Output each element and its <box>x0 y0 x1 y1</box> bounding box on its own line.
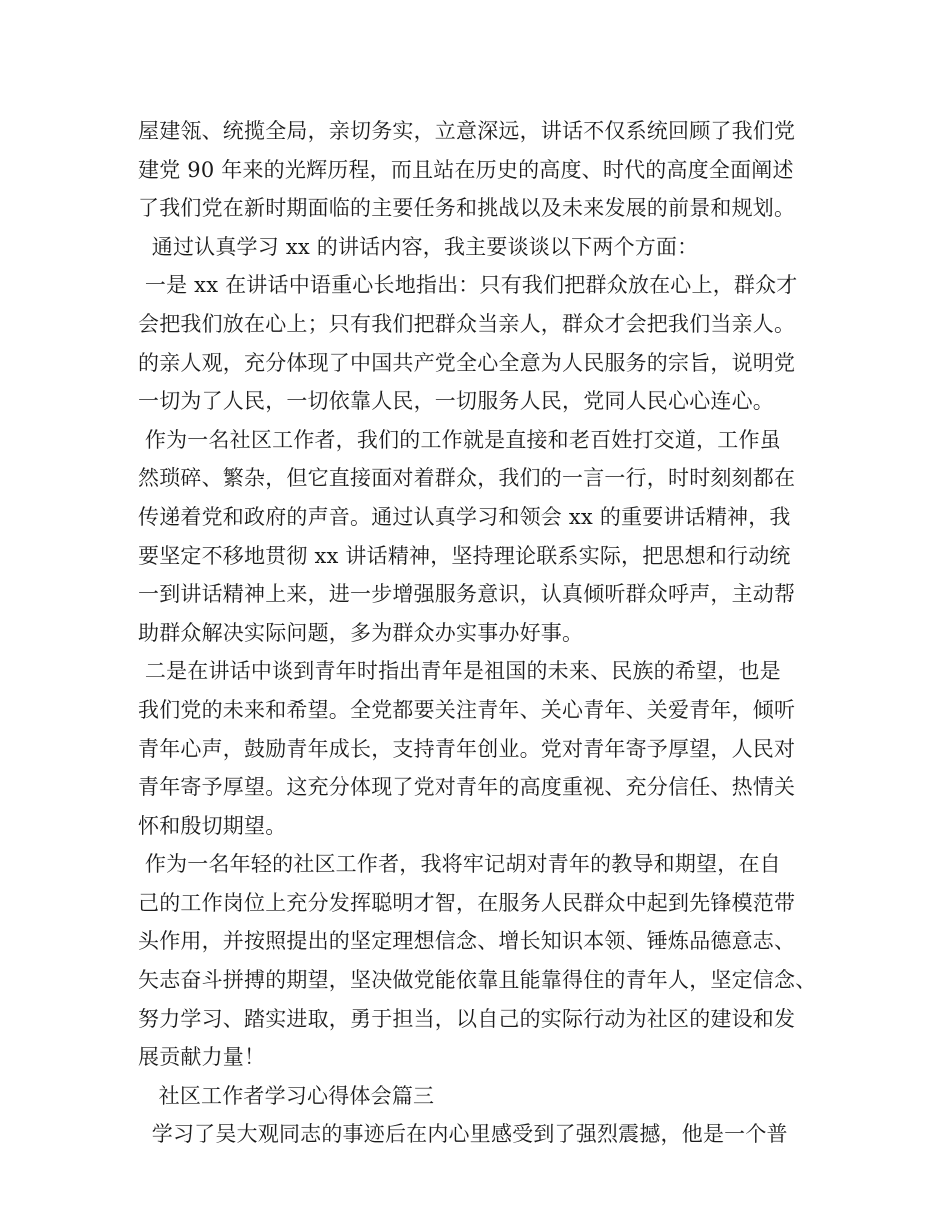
text-line: 建党 90 年来的光辉历程，而且站在历史的高度、时代的高度全面阐述 <box>138 157 794 182</box>
text-line: 通过认真学习 xx 的讲话内容，我主要谈谈以下两个方面： <box>138 234 699 259</box>
text-line: 一到讲话精神上来，进一步增强服务意识，认真倾听群众呼声，主动帮 <box>138 582 796 607</box>
text-line: 头作用，并按照提出的坚定理想信念、增长知识本领、锤炼品德意志、 <box>138 929 796 954</box>
text-line: 了我们党在新时期面临的主要任务和挑战以及未来发展的前景和规划。 <box>138 196 796 221</box>
section-heading: 社区工作者学习心得体会篇三 <box>138 1083 435 1108</box>
text-line: 青年寄予厚望。这充分体现了党对青年的高度重视、充分信任、热情关 <box>138 775 796 800</box>
text-line: 矢志奋斗拼搏的期望，坚决做党能依靠且能靠得住的青年人，坚定信念、 <box>138 968 817 993</box>
text-line: 的亲人观，充分体现了中国共产党全心全意为人民服务的宗旨，说明党 <box>138 350 796 375</box>
text-line: 作为一名社区工作者，我们的工作就是直接和老百姓打交道，工作虽 <box>138 427 781 452</box>
text-line: 会把我们放在心上；只有我们把群众当亲人，群众才会把我们当亲人。 <box>138 311 796 336</box>
text-line: 一是 xx 在讲话中语重心长地指出：只有我们把群众放在心上，群众才 <box>138 273 798 298</box>
text-line: 努力学习、踏实进取，勇于担当，以自己的实际行动为社区的建设和发 <box>138 1006 796 1031</box>
text-line: 展贡献力量！ <box>138 1045 266 1070</box>
text-line: 一切为了人民，一切依靠人民，一切服务人民，党同人民心心连心。 <box>138 389 774 414</box>
text-line: 要坚定不移地贯彻 xx 讲话精神，坚持理论联系实际，把思想和行动统 <box>138 543 791 568</box>
text-line: 二是在讲话中谈到青年时指出青年是祖国的未来、民族的希望，也是 <box>138 659 781 684</box>
text-line: 然琐碎、繁杂，但它直接面对着群众，我们的一言一行，时时刻刻都在 <box>138 466 796 491</box>
text-line: 作为一名年轻的社区工作者，我将牢记胡对青年的教导和期望，在自 <box>138 852 781 877</box>
text-line: 屋建瓴、统揽全局，亲切务实，立意深远，讲话不仅系统回顾了我们党 <box>138 119 796 143</box>
document-body <box>138 112 828 1154</box>
text-line: 我们党的未来和希望。全党都要关注青年、关心青年、关爱青年，倾听 <box>138 697 796 722</box>
text-line: 怀和殷切期望。 <box>138 813 287 838</box>
text-line: 助群众解决实际问题，多为群众办实事办好事。 <box>138 620 584 645</box>
text-line: 学习了吴大观同志的事迹后在内心里感受到了强烈震撼，他是一个普 <box>138 1122 788 1147</box>
text-line: 传递着党和政府的声音。通过认真学习和领会 xx 的重要讲话精神，我 <box>138 504 791 529</box>
text-line: 青年心声，鼓励青年成长，支持青年创业。党对青年寄予厚望，人民对 <box>138 736 796 761</box>
text-line: 己的工作岗位上充分发挥聪明才智，在服务人民群众中起到先锋模范带 <box>138 890 796 915</box>
